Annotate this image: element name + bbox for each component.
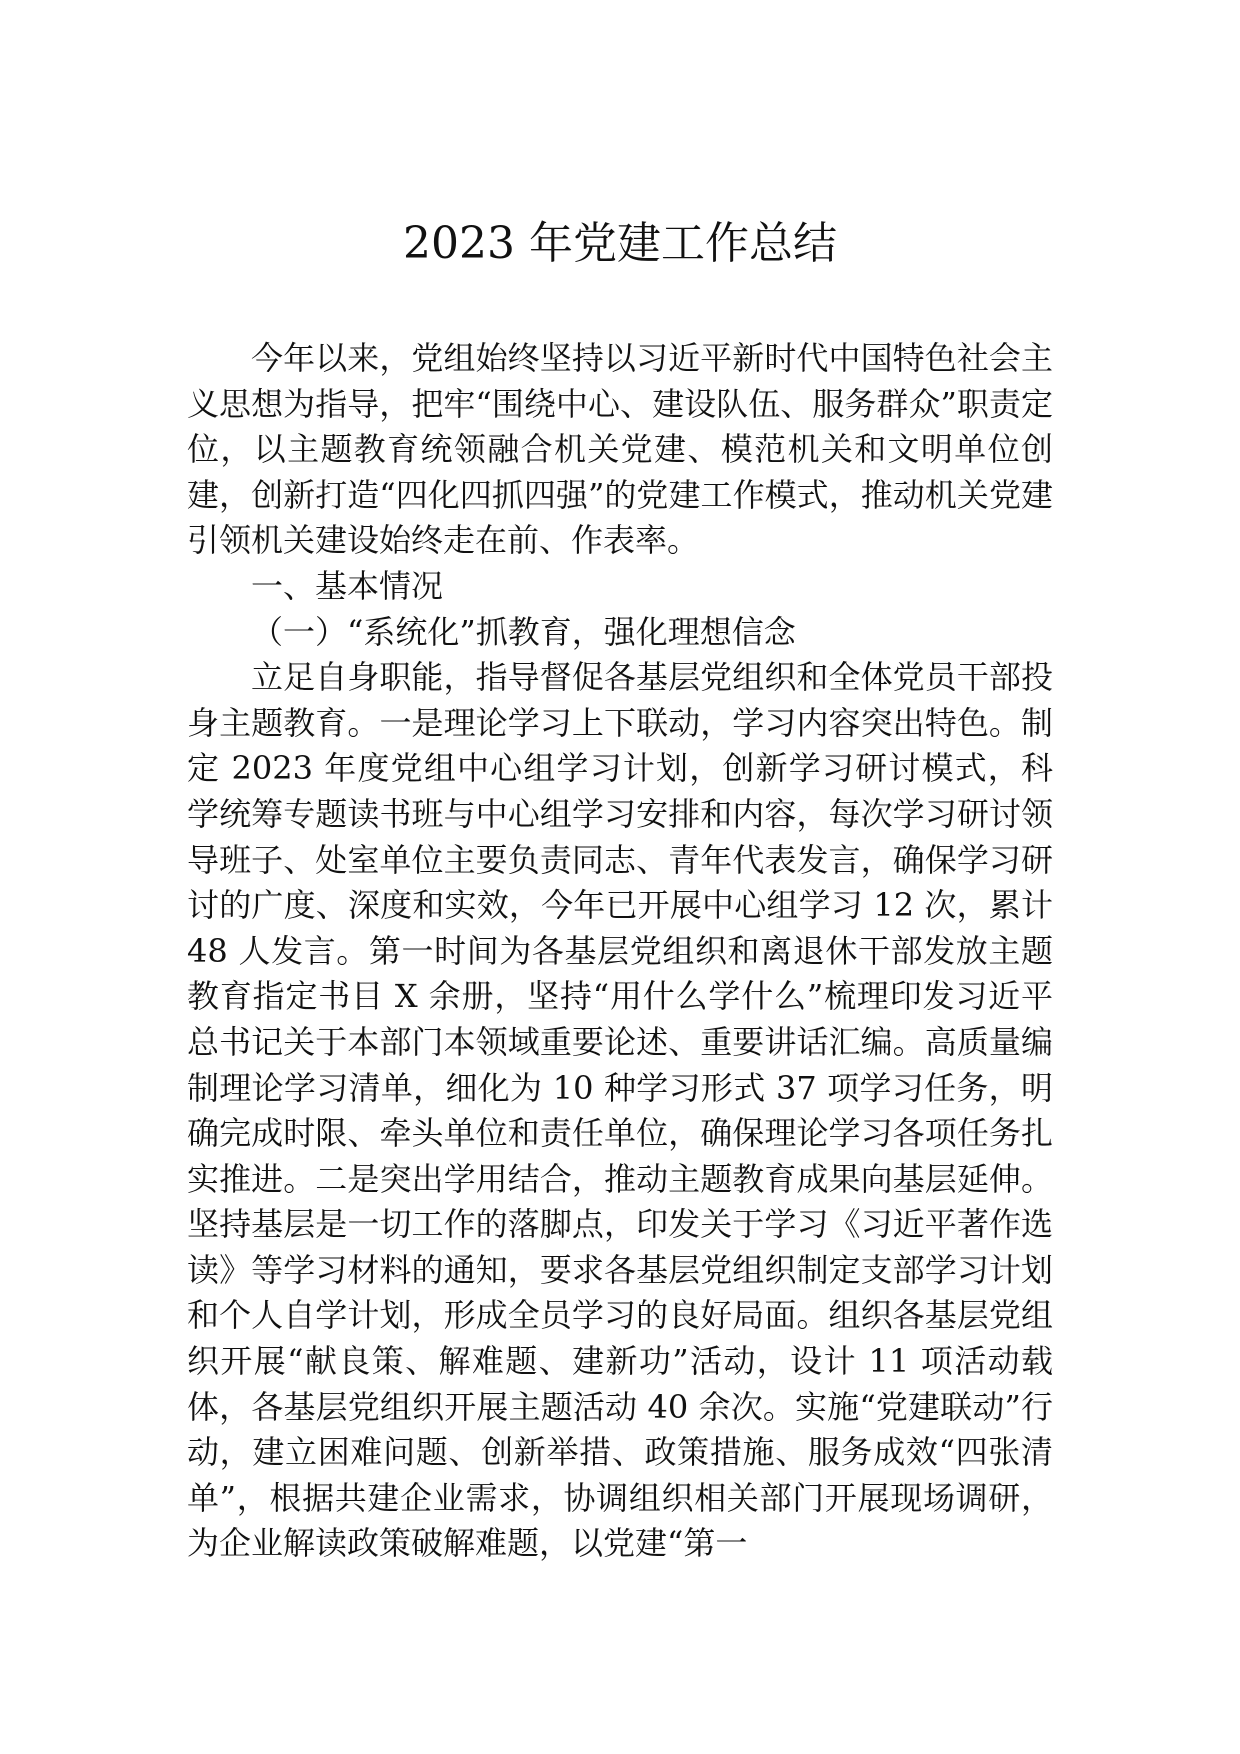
document-title: 2023 年党建工作总结 bbox=[403, 218, 837, 269]
subsection-body-paragraph: 立足自身职能，指导督促各基层党组织和全体党员干部投身主题教育。一是理论学习上下联动，学习内容突出特色。制定 2023 年度党组中心组学习计划，创新学习研讨模式，科学统筹专题读书班与中心组学习安排和内容，每次学习研讨领导班子、处室单位主要负责同志、青年代表发言，确保学习研讨的广度、深度和实效，今年已开展中心组学习 12 次，累计 48 人发言。第一时间为各基层党组织和离退休干部发放主题教育指定书目 X 余册，坚持“用什么学什么”梳理印发习近平总书记关于本部门本领域重要论述、重要讲话汇编。高质量编制理论学习清单，细化为 10 种学习形式 37 项学习任务，明确完成时限、牵头单位和责任单位，确保理论学习各项任务扎实推进。二是突出学用结合，推动主题教育成果向基层延伸。坚持基层是一切工作的落脚点，印发关于学习《习近平著作选读》等学习材料的通知，要求各基层党组织制定支部学习计划和个人自学计划，形成全员学习的良好局面。组织各基层党组织开展“献良策、解难题、建新功”活动，设计 11 项活动载体，各基层党组织开展主题活动 40 余次。实施“党建联动”行动，建立困难问题、创新举措、政策措施、服务成效“四张清单”，根据共建企业需求，协调组织相关部门开展现场调研，为企业解读政策破解难题，以党建“第一 bbox=[187, 658, 1053, 1563]
section-heading-basic-situation: 一、基本情况 bbox=[251, 566, 444, 605]
intro-paragraph: 今年以来，党组始终坚持以习近平新时代中国特色社会主义思想为指导，把牢“围绕中心、建设队伍、服务群众”职责定位，以主题教育统领融合机关党建、模范机关和文明单位创建，创新打造“四化四抓四强”的党建工作模式，推动机关党建引领机关建设始终走在前、作表率。 bbox=[187, 339, 1053, 560]
subsection-heading-education: （一）“系统化”抓教育，强化理想信念 bbox=[251, 612, 796, 651]
document-body bbox=[187, 336, 1053, 1567]
